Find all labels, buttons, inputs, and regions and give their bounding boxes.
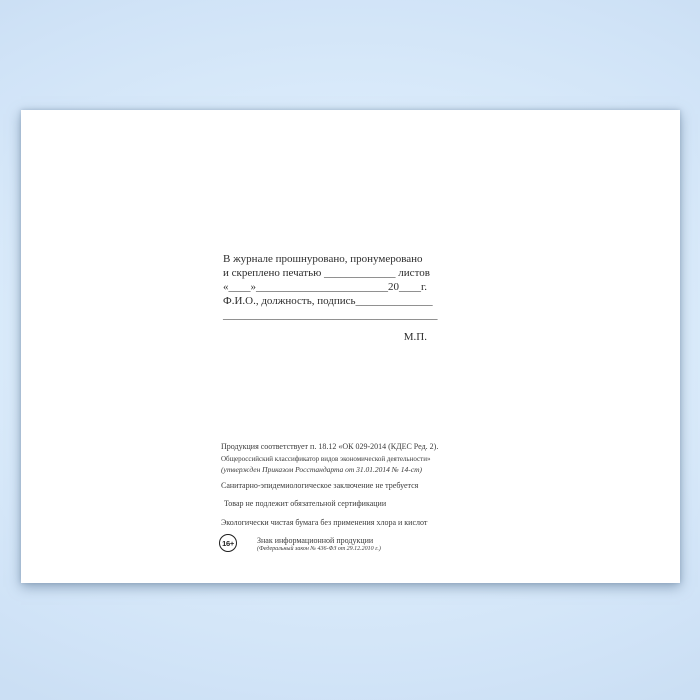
certification-line-sewn: В журнале прошнуровано, пронумеровано <box>223 253 423 265</box>
compliance-line-1: Продукция соответствует п. 18.12 «ОК 029-2014 (КДЕС Ред. 2). <box>221 442 439 451</box>
certification-line-sealed-sheets: и скреплено печатью _____________ листов <box>223 267 430 279</box>
age-mark-label: Знак информационной продукции <box>257 536 374 545</box>
certification-line-date: «____»________________________20____г. <box>223 281 428 293</box>
certification-line-name-position-signature: Ф.И.О., должность, подпись______________ <box>223 295 433 307</box>
compliance-line-3: (утвержден Приказом Росстандарта от 31.01.2014 № 14-ст) <box>221 465 422 474</box>
stamp-place-label: М.П. <box>403 331 427 343</box>
note-certification: Товар не подлежит обязательной сертификации <box>224 499 387 508</box>
certification-block <box>223 252 438 322</box>
certification-line-blank: _______________________________________ <box>223 309 438 321</box>
age-rating-16plus-icon: 16+ <box>219 534 237 552</box>
note-eco-paper: Экологически чистая бумага без применения хлора и кислот <box>221 518 428 527</box>
age-mark-law-reference: (Федеральный закон № 436-ФЗ от 29.12.2010 г.) <box>257 546 381 552</box>
journal-back-page <box>21 110 680 583</box>
note-sanitary: Санитарно-эпидемиологическое заключение не требуется <box>221 481 419 490</box>
compliance-line-2: Общероссийский классификатор видов экономической деятельности» <box>221 455 431 463</box>
